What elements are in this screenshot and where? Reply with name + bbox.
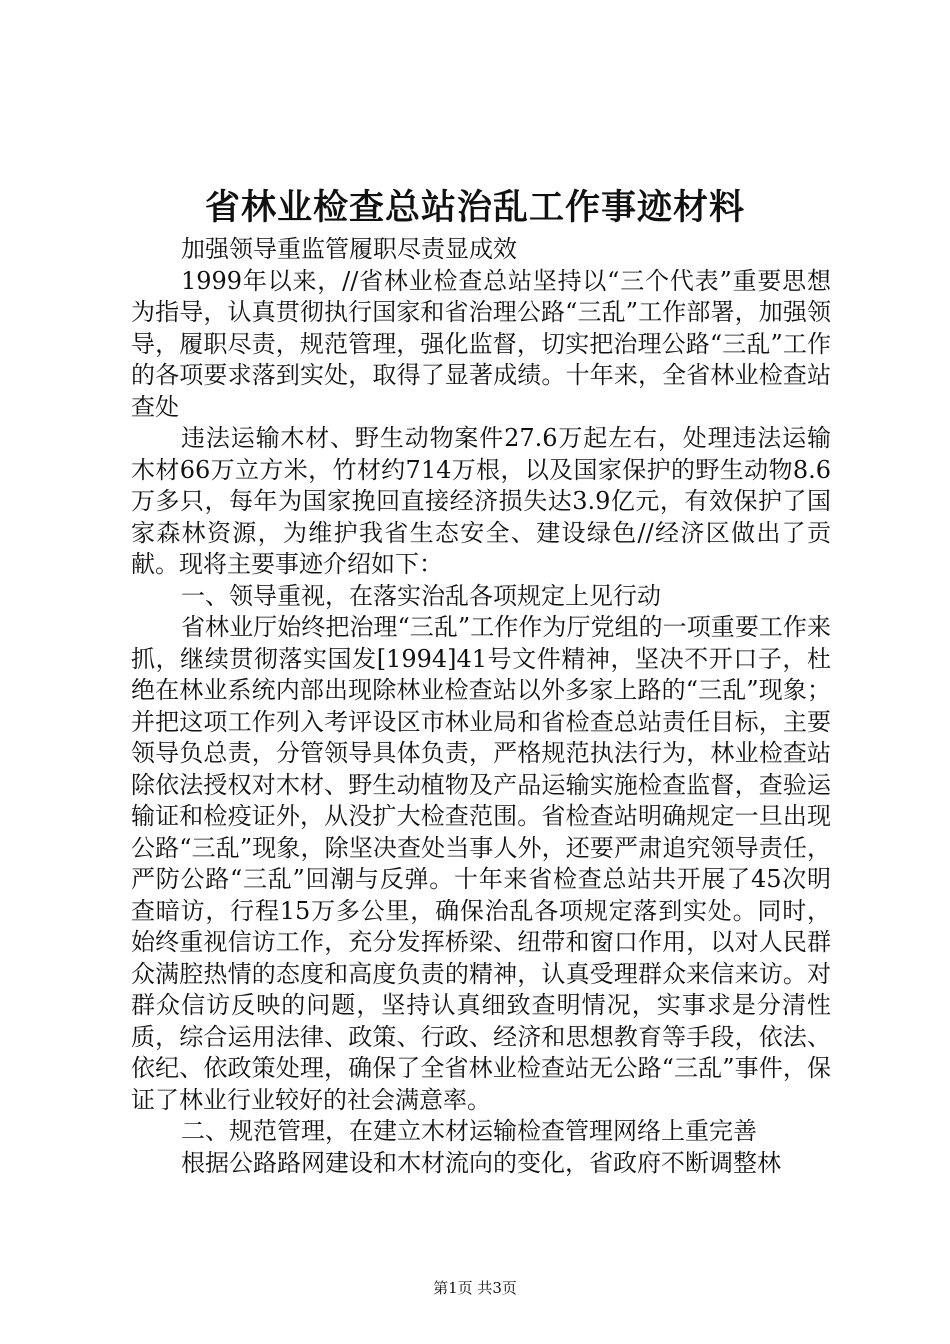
section-heading: 二、规范管理，在建立木材运输检查管理网络上重完善 [181,1117,757,1145]
document-body [131,234,831,1179]
body-paragraph: 省林业厅始终把治理“三乱”工作作为厅党组的一项重要工作来抓，继续贯彻落实国发[1994]41号文件精神，坚决不开口子，杜绝在林业系统内部出现除林业检查站以外多家上路的“三乱”现象；并把这项工作列入考评设区市林业局和省检查总站责任目标，主要领导负总责，分管领导具体负责，严格规范执法行为，林业检查站除依法授权对木材、野生动植物及产品运输实施检查监督，查验运输证和检疫证外，从没扩大检查范围。省检查站明确规定一旦出现公路“三乱”现象，除坚决查处当事人外，还要严肃追究领导责任，严防公路“三乱”回潮与反弹。十年来省检查总站共开展了45次明查暗访，行程15万多公里，确保治乱各项规定落到实处。同时，始终重视信访工作，充分发挥桥梁、纽带和窗口作用，以对人民群众满腔热情的态度和高度负责的精神，认真受理群众来信来访。对群众信访反映的问题，坚持认真细致查明情况，实事求是分清性质，综合运用法律、政策、行政、经济和思想教育等手段，依法、依纪、依政策处理，确保了全省林业检查站无公路“三乱”事件，保证了林业行业较好的社会满意率。 [131,613,831,1114]
body-paragraph: 违法运输木材、野生动物案件27.6万起左右，处理违法运输木材66万立方米，竹材约714万根，以及国家保护的野生动物8.6万多只，每年为国家挽回直接经济损失达3.9亿元，有效保护了国家森林资源，为维护我省生态安全、建设绿色//经济区做出了贡献。现将主要事迹介绍如下： [131,424,831,578]
body-paragraph: 根据公路路网建设和木材流向的变化，省政府不断调整林 [181,1148,781,1177]
section-heading: 加强领导重监管履职尽责显成效 [181,235,517,263]
document-title: 省林业检查总站治乱工作事迹材料 [204,187,745,228]
section-heading: 一、领导重视，在落实治乱各项规定上见行动 [181,581,661,610]
page-number-footer: 第1页 共3页 [433,1279,517,1297]
body-paragraph: 1999年以来，//省林业检查总站坚持以“三个代表”重要思想为指导，认真贯彻执行国家和省治理公路“三乱”工作部署，加强领导，履职尽责，规范管理，强化监督，切实把治理公路“三乱”工作的各项要求落到实处，取得了显著成绩。十年来，全省林业检查站查处 [131,266,831,421]
